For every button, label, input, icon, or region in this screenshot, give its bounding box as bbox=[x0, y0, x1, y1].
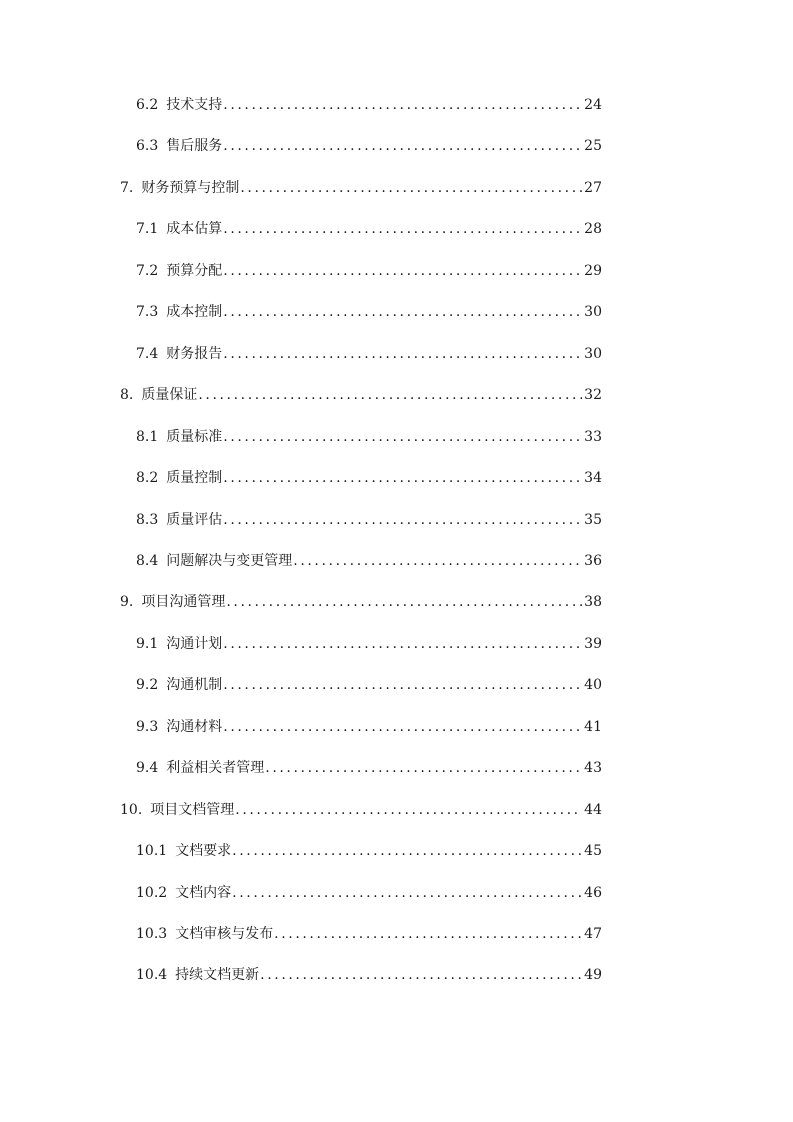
page-number: 27 bbox=[584, 179, 602, 196]
section-title: 财务预算与控制 bbox=[141, 179, 240, 196]
dot-leader bbox=[226, 582, 582, 622]
section-number: 8.1 bbox=[136, 428, 159, 445]
toc-entry[interactable] bbox=[0, 582, 793, 622]
section-title: 技术支持 bbox=[166, 97, 223, 113]
toc-entry[interactable] bbox=[0, 790, 793, 830]
toc-entry-line bbox=[136, 831, 602, 871]
toc-entry-line bbox=[136, 748, 602, 788]
toc-entry[interactable] bbox=[0, 873, 793, 913]
toc-entry[interactable] bbox=[0, 914, 793, 954]
section-title: 问题解决与变更管理 bbox=[166, 552, 293, 569]
section-title: 质量保证 bbox=[141, 387, 198, 404]
section-number: 6.3 bbox=[136, 138, 159, 155]
toc-entry-line bbox=[120, 790, 602, 830]
toc-entry[interactable] bbox=[0, 831, 793, 871]
toc-entry-line bbox=[120, 375, 602, 415]
toc-entry-line bbox=[136, 458, 602, 498]
page-number: 40 bbox=[584, 677, 602, 694]
toc-entry-line bbox=[136, 334, 602, 374]
section-title: 项目文档管理 bbox=[150, 801, 235, 818]
page-number: 28 bbox=[584, 221, 602, 238]
toc-entry[interactable] bbox=[0, 500, 793, 540]
dot-leader bbox=[223, 251, 582, 291]
page-number: 47 bbox=[584, 926, 602, 942]
section-number: 7. bbox=[120, 179, 134, 196]
dot-leader bbox=[223, 292, 582, 332]
section-number: 9.4 bbox=[136, 760, 159, 777]
page-number: 32 bbox=[584, 387, 602, 404]
toc-entry[interactable] bbox=[0, 292, 793, 332]
toc-entry[interactable] bbox=[0, 417, 793, 457]
section-number: 7.1 bbox=[136, 221, 159, 238]
section-title: 利益相关者管理 bbox=[166, 760, 265, 777]
section-number: 8. bbox=[120, 387, 134, 404]
toc-entry[interactable] bbox=[0, 748, 793, 788]
page-number: 25 bbox=[584, 138, 602, 155]
dot-leader bbox=[223, 126, 582, 166]
toc-entry-line bbox=[136, 955, 602, 995]
dot-leader bbox=[274, 914, 582, 954]
toc-entry-line bbox=[136, 292, 602, 332]
dot-leader bbox=[223, 417, 582, 457]
page-number: 24 bbox=[584, 97, 602, 113]
toc-entry[interactable] bbox=[0, 85, 793, 125]
dot-leader bbox=[293, 541, 582, 581]
page-number: 36 bbox=[584, 552, 602, 569]
page-number: 41 bbox=[584, 718, 602, 735]
section-title: 售后服务 bbox=[166, 138, 223, 155]
section-number: 7.3 bbox=[136, 304, 159, 321]
section-title: 文档内容 bbox=[175, 884, 232, 901]
toc-entry[interactable] bbox=[0, 541, 793, 581]
section-number: 9. bbox=[120, 594, 134, 611]
page-number: 30 bbox=[584, 304, 602, 321]
section-title: 质量标准 bbox=[166, 428, 223, 445]
page-number: 45 bbox=[584, 843, 602, 860]
toc-entry[interactable] bbox=[0, 126, 793, 166]
section-title: 项目沟通管理 bbox=[141, 594, 226, 611]
page-number: 33 bbox=[584, 428, 602, 445]
dot-leader bbox=[223, 209, 582, 249]
section-title: 文档要求 bbox=[175, 843, 232, 860]
toc-entry-line bbox=[136, 417, 602, 457]
toc-entry-line bbox=[136, 500, 602, 540]
toc-entry[interactable] bbox=[0, 334, 793, 374]
dot-leader bbox=[223, 665, 582, 705]
page-number: 34 bbox=[584, 470, 602, 487]
toc-entry[interactable] bbox=[0, 624, 793, 664]
section-number: 7.2 bbox=[136, 262, 159, 279]
dot-leader bbox=[265, 748, 582, 788]
page-number: 38 bbox=[584, 594, 602, 611]
page-number: 49 bbox=[584, 967, 602, 984]
section-number: 6.2 bbox=[136, 97, 159, 113]
dot-leader bbox=[223, 334, 582, 374]
toc-entry[interactable] bbox=[0, 251, 793, 291]
section-title: 财务报告 bbox=[166, 345, 223, 362]
toc-entry[interactable] bbox=[0, 707, 793, 747]
toc-entry-line bbox=[136, 707, 602, 747]
section-number: 8.4 bbox=[136, 552, 159, 569]
section-number: 9.1 bbox=[136, 635, 159, 652]
section-number: 10.3 bbox=[136, 926, 168, 942]
section-title: 沟通材料 bbox=[166, 718, 223, 735]
page-number: 30 bbox=[584, 345, 602, 362]
page-number: 29 bbox=[584, 262, 602, 279]
toc-entry-line bbox=[136, 209, 602, 249]
section-number: 7.4 bbox=[136, 345, 159, 362]
toc-entry[interactable] bbox=[0, 665, 793, 705]
dot-leader bbox=[232, 873, 582, 913]
section-title: 沟通机制 bbox=[166, 677, 223, 694]
section-number: 9.2 bbox=[136, 677, 159, 694]
page-number: 46 bbox=[584, 884, 602, 901]
dot-leader bbox=[260, 955, 582, 995]
section-number: 10.4 bbox=[136, 967, 168, 984]
section-number: 10. bbox=[120, 801, 143, 818]
dot-leader bbox=[223, 707, 582, 747]
toc-entry[interactable] bbox=[0, 955, 793, 995]
dot-leader bbox=[235, 790, 582, 830]
dot-leader bbox=[223, 624, 582, 664]
toc-entry-line bbox=[120, 168, 602, 208]
section-title: 持续文档更新 bbox=[175, 967, 260, 984]
page-number: 43 bbox=[584, 760, 602, 777]
dot-leader bbox=[223, 500, 582, 540]
dot-leader bbox=[223, 458, 582, 498]
toc-entry-line bbox=[136, 914, 602, 954]
toc-entry-line bbox=[136, 251, 602, 291]
toc-entry-line bbox=[136, 873, 602, 913]
toc-entry-line bbox=[136, 85, 602, 125]
toc-entry-line bbox=[136, 665, 602, 705]
section-number: 8.3 bbox=[136, 511, 159, 528]
dot-leader bbox=[240, 168, 582, 208]
page-number: 35 bbox=[584, 511, 602, 528]
toc-entry[interactable] bbox=[0, 375, 793, 415]
toc-entry-line bbox=[136, 126, 602, 166]
section-title: 沟通计划 bbox=[166, 635, 223, 652]
page-number: 44 bbox=[584, 801, 602, 818]
toc-entry[interactable] bbox=[0, 458, 793, 498]
section-title: 成本估算 bbox=[166, 221, 223, 238]
dot-leader bbox=[223, 85, 582, 125]
toc-entry-line bbox=[120, 582, 602, 622]
section-number: 8.2 bbox=[136, 470, 159, 487]
toc-entry-line bbox=[136, 624, 602, 664]
section-number: 10.1 bbox=[136, 843, 168, 860]
section-title: 文档审核与发布 bbox=[175, 926, 274, 942]
toc-entry[interactable] bbox=[0, 209, 793, 249]
section-title: 预算分配 bbox=[166, 262, 223, 279]
toc-entry[interactable] bbox=[0, 168, 793, 208]
section-number: 9.3 bbox=[136, 718, 159, 735]
section-title: 质量评估 bbox=[166, 511, 223, 528]
dot-leader bbox=[232, 831, 582, 871]
toc-entry-line bbox=[136, 541, 602, 581]
section-title: 质量控制 bbox=[166, 470, 223, 487]
section-title: 成本控制 bbox=[166, 304, 223, 321]
dot-leader bbox=[198, 375, 582, 415]
page-number: 39 bbox=[584, 635, 602, 652]
section-number: 10.2 bbox=[136, 884, 168, 901]
